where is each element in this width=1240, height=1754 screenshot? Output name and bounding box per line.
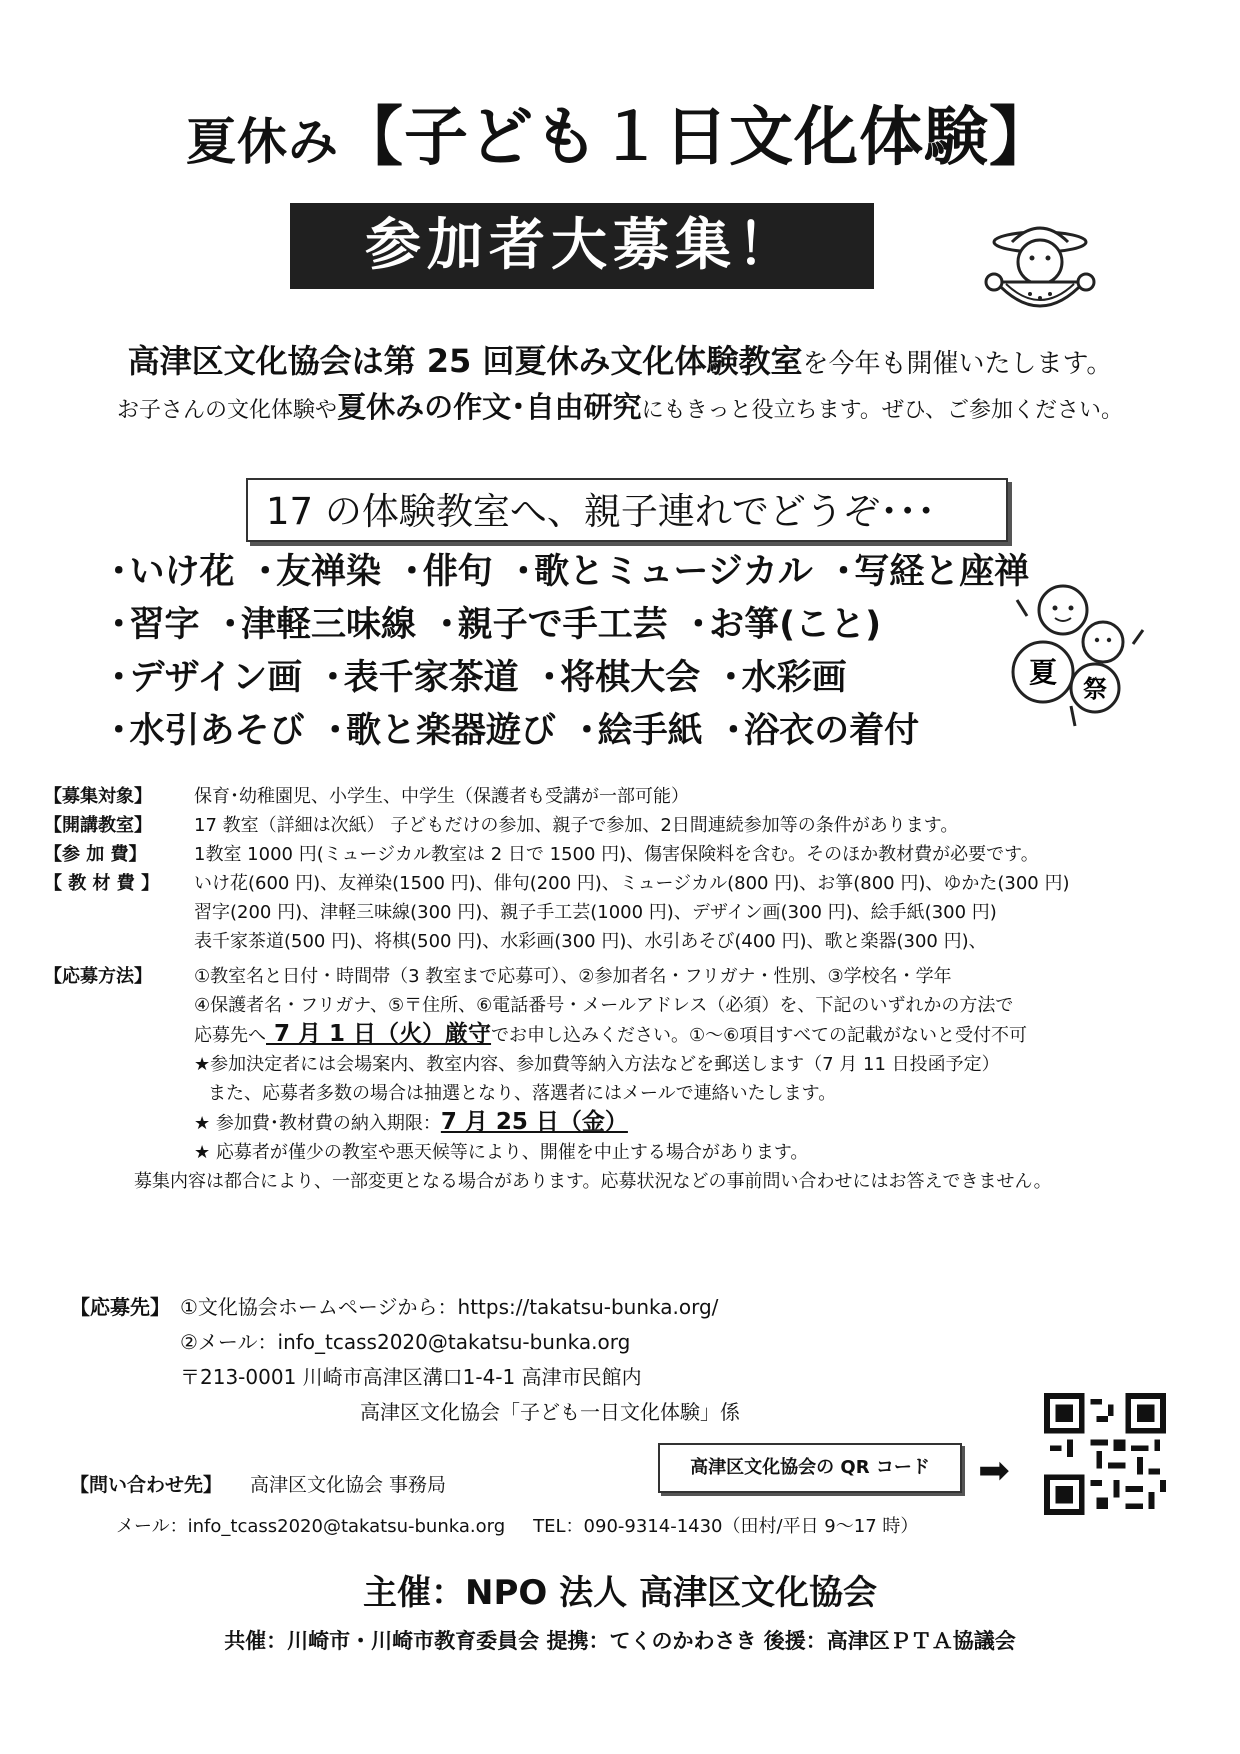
- inquiry-email[interactable]: メール：info_tcass2020@takatsu-bunka.org: [116, 1516, 506, 1537]
- class-item: ･ 将棋大会: [541, 652, 701, 705]
- class-item: ･ 絵手紙: [578, 705, 703, 758]
- payment-deadline: 7 月 25 日（金）: [440, 1109, 628, 1135]
- materials-row: 【 教 材 費 】 いけ花(600 円)、友禅染(1500 円)、俳句(200 円)、ミュージカル(800 円)、お箏(800 円)、ゆかた(300 円): [44, 873, 1070, 894]
- inquiry-phone: TEL：090-9314-1430（田村/平日 9～17 時）: [533, 1516, 919, 1537]
- classes-heading: 17 の体験教室へ、親子連れでどうぞ･･･: [246, 478, 1008, 542]
- inquiry-contact: [116, 1512, 918, 1538]
- fan-text-festival: 祭: [1083, 675, 1107, 703]
- class-row: [110, 546, 1051, 599]
- class-item: ･ いけ花: [110, 546, 235, 599]
- inquiry-org: 高津区文化協会 事務局: [250, 1474, 447, 1496]
- email-link[interactable]: ②メール：info_tcass2020@takatsu-bunka.org: [180, 1330, 631, 1354]
- class-item: ･ 浴衣の着付: [725, 705, 920, 758]
- page-title: 夏休み【子ども１日文化体験】: [186, 101, 1054, 175]
- class-item: ･ デザイン画: [110, 652, 302, 705]
- rooms-row: 【開講教室】 17 教室（詳細は次紙） 子どもだけの参加、親子で参加、2日間連続参加等の条件があります。: [44, 815, 959, 836]
- fee-row: 【参 加 費】 1教室 1000 円(ミュージカル教室は 2 日で 1500 円)、傷害保険料を含む。そのほか教材費が必要です。: [44, 844, 1039, 865]
- organizer: 主催：NPO 法人 高津区文化協会: [363, 1573, 877, 1613]
- class-list: [110, 546, 1051, 758]
- class-item: ･ 歌と楽器遊び: [327, 705, 557, 758]
- class-row: [110, 705, 1051, 758]
- class-item: ･ 歌とミュージカル: [515, 546, 813, 599]
- details-section: 【募集対象】 保育･幼稚園児、小学生、中学生（保護者も受講が一部可能） 【開講教室】 17 教室（詳細は次紙） 子どもだけの参加、親子で参加、2日間連続参加等の条件があります。 【参 加 費】 1教室 1000 円(ミュージカル教室は 2 日で 1500 円)、傷害保険料を含む。そのほか教材費が必要です。 【 教 材 費 】 いけ花(600 円)、友禅染(1500 円)、俳句(200 円)、ミュージカル(800 円)、お箏(800 円)、ゆかた(300 円) 習字(200 円)、津軽三味線(300 円)、親子手工芸(1000 円)、デザイン画(300 円)、絵手紙(300 円) 表千家茶道(500 円)、将棋(500 円)、水彩画(300 円)、水引あそび(400 円)、歌と楽器(300 円)、 【応募方法】 ①教室名と日付・時間帯（3 教室まで応募可）、②参加者名・フリガナ・性別、③学校名・学年 ④保護者名・フリガナ、⑤〒住所、⑥電話番号・メールアドレス（必須）を、下記のいずれかの方法で 応募先へ 7 月 1 日（火）厳守でお申し込みください。①～⑥項目すべての記載がないと受付不可 ★参加決定者には会場案内、教室内容、参加費等納入方法などを郵送します（7 月 11 日投函予定） また、応募者多数の場合は抽選となり、落選者にはメールで連絡いたします。 ★ 参加費･教材費の納入期限：7 月 25 日（金） ★ 応募者が僅少の教室や悪天候等により、開催を中止する場合があります。 募集内容は都合により、一部変更となる場合があります。応募状況などの事前問い合わせにはお答えできません。: [44, 782, 1214, 1196]
- intro-line-1: 高津区文化協会は第 25 回夏休み文化体験教室を今年も開催いたします。: [127, 342, 1113, 380]
- fan-text-summer: 夏: [1028, 656, 1058, 689]
- class-item: ･ 表千家茶道: [324, 652, 519, 705]
- class-row: [110, 652, 1051, 705]
- homepage-link[interactable]: ①文化協会ホームページから：https://takatsu-bunka.org/: [180, 1295, 719, 1319]
- class-item: ･ 俳句: [403, 546, 493, 599]
- application-contact: 【応募先】 ①文化協会ホームページから：https://takatsu-bunka.org/ ②メール：info_tcass2020@takatsu-bunka.org 〒213-0001 川崎市高津区溝口1-4-1 高津市民館内 高津区文化協会「子ども一日文化体験」係: [70, 1295, 740, 1424]
- class-item: ･ お箏(こと): [690, 599, 882, 652]
- arrow-right-icon: ➡: [978, 1448, 1010, 1492]
- class-item: ･ 水引あそび: [110, 705, 305, 758]
- qr-label: 高津区文化協会の QR コード: [658, 1443, 962, 1493]
- class-item: ･ 習字: [110, 599, 200, 652]
- intro-line-2: お子さんの文化体験や夏休みの作文･自由研究にもきっと役立ちます。ぜひ、ご参加ください。: [117, 390, 1123, 424]
- class-row: [110, 599, 1051, 652]
- apply-row: 【応募方法】 ①教室名と日付・時間帯（3 教室まで応募可）、②参加者名・フリガナ・性別、③学校名・学年: [44, 966, 952, 987]
- watermelon-kid-icon: [982, 220, 1102, 330]
- class-item: ･ 友禅染: [257, 546, 382, 599]
- target-row: 【募集対象】 保育･幼稚園児、小学生、中学生（保護者も受講が一部可能）: [44, 786, 689, 807]
- qr-code-icon[interactable]: [1044, 1393, 1166, 1515]
- sponsors: 共催：川崎市・川崎市教育委員会 提携：てくのかわさき 後援：高津区ＰＴＡ協議会: [224, 1629, 1016, 1653]
- apply-deadline: 7 月 1 日（火）厳守: [266, 1021, 492, 1047]
- inquiry-line: 【問い合わせ先】 高津区文化協会 事務局: [70, 1474, 447, 1496]
- festival-kids-icon: [1003, 570, 1153, 730]
- postal-address: 〒213-0001 川崎市高津区溝口1-4-1 高津市民館内: [180, 1365, 642, 1389]
- class-item: ･ 写経と座禅: [835, 546, 1030, 599]
- class-item: ･ 水彩画: [722, 652, 847, 705]
- recruit-banner: 参加者大募集！: [290, 203, 874, 289]
- class-item: ･ 津軽三味線: [222, 599, 417, 652]
- class-item: ･ 親子で手工芸: [438, 599, 668, 652]
- desk-name: 高津区文化協会「子ども一日文化体験」係: [360, 1400, 740, 1424]
